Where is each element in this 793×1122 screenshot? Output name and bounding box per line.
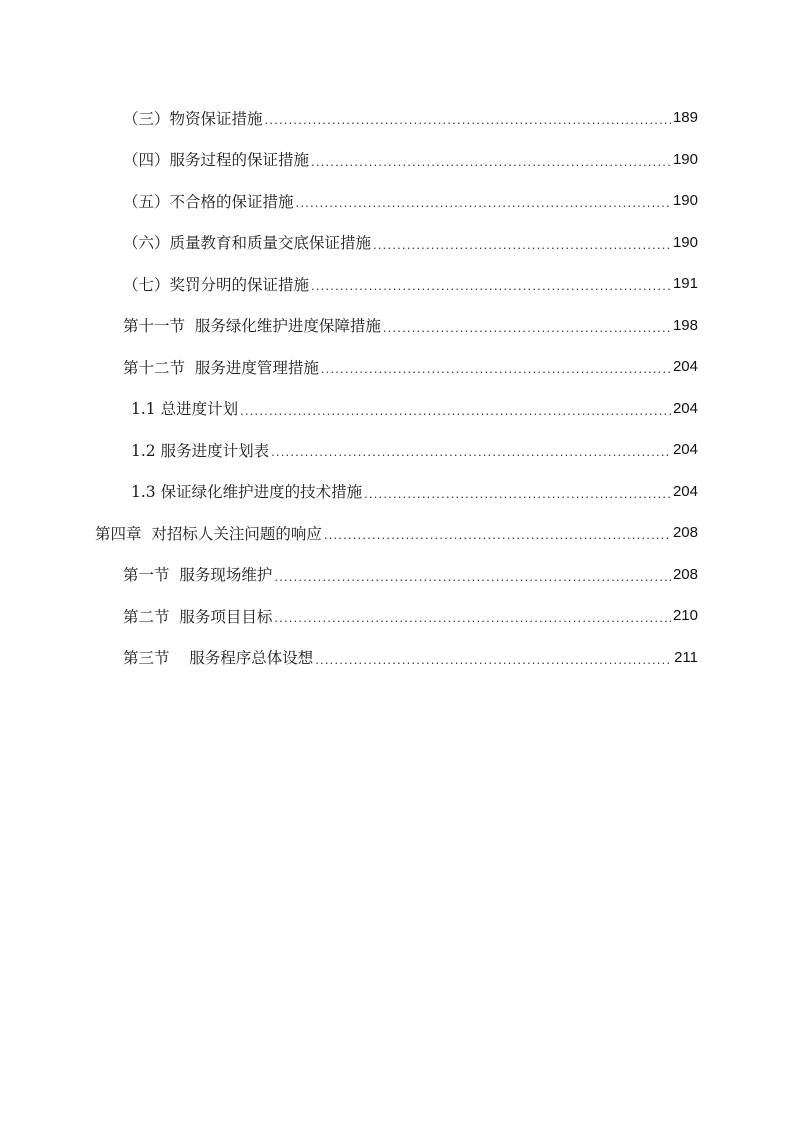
table-of-contents — [0, 97, 793, 678]
dot-leader — [296, 195, 671, 210]
toc-entry[interactable] — [0, 429, 793, 471]
toc-entry-label: 第一节 服务现场维护 — [123, 566, 273, 585]
toc-entry[interactable] — [0, 554, 793, 596]
dot-leader — [311, 278, 671, 293]
toc-entry-label: 1.2 服务进度计划表 — [131, 441, 270, 460]
toc-entry[interactable] — [0, 471, 793, 513]
toc-entry[interactable] — [0, 180, 793, 222]
toc-entry-label: 第三节 服务程序总体设想 — [123, 649, 314, 668]
toc-entry[interactable] — [0, 305, 793, 347]
toc-entry-label: 第十二节 服务进度管理措施 — [123, 358, 319, 377]
toc-entry[interactable] — [0, 97, 793, 139]
toc-entry-label: 1.1 总进度计划 — [131, 400, 239, 419]
dot-leader — [274, 569, 671, 584]
dot-leader — [265, 112, 671, 127]
toc-entry-page: 204 — [672, 482, 698, 500]
toc-entry-label: 第四章 对招标人关注问题的响应 — [95, 524, 322, 543]
toc-entry[interactable] — [0, 388, 793, 430]
toc-entry-label: （六）质量教育和质量交底保证措施 — [123, 234, 372, 253]
dot-leader — [364, 486, 671, 501]
toc-entry[interactable] — [0, 139, 793, 181]
dot-leader — [240, 403, 671, 418]
toc-entry-page: 189 — [672, 109, 698, 127]
toc-entry[interactable] — [0, 595, 793, 637]
toc-entry-page: 204 — [672, 399, 698, 417]
toc-entry-label: 第二节 服务项目目标 — [123, 607, 273, 626]
toc-entry-label: 1.3 保证绿化维护进度的技术措施 — [131, 483, 363, 502]
dot-leader — [321, 361, 671, 376]
toc-entry-page: 204 — [672, 441, 698, 459]
toc-entry-page: 208 — [672, 524, 698, 542]
dot-leader — [315, 652, 672, 667]
toc-entry[interactable] — [0, 346, 793, 388]
dot-leader — [274, 610, 671, 625]
dot-leader — [311, 154, 671, 169]
toc-entry-label: （五）不合格的保证措施 — [123, 192, 294, 211]
toc-entry-page: 208 — [672, 565, 698, 583]
toc-entry-page: 198 — [672, 316, 698, 334]
toc-entry[interactable] — [0, 222, 793, 264]
toc-entry-page: 190 — [672, 192, 698, 210]
toc-entry-label: （四）服务过程的保证措施 — [123, 151, 310, 170]
toc-entry[interactable] — [0, 637, 793, 679]
toc-entry-page: 211 — [674, 648, 698, 666]
dot-leader — [373, 237, 671, 252]
toc-entry[interactable] — [0, 263, 793, 305]
toc-entry-page: 190 — [672, 150, 698, 168]
dot-leader — [383, 320, 671, 335]
toc-entry-label: （三）物资保证措施 — [123, 109, 263, 128]
toc-entry-label: （七）奖罚分明的保证措施 — [123, 275, 310, 294]
dot-leader — [324, 527, 671, 542]
toc-entry[interactable] — [0, 512, 793, 554]
toc-entry-page: 190 — [672, 233, 698, 251]
toc-entry-page: 191 — [672, 275, 698, 293]
toc-entry-page: 210 — [672, 607, 698, 625]
toc-entry-label: 第十一节 服务绿化维护进度保障措施 — [123, 317, 381, 336]
dot-leader — [271, 444, 671, 459]
toc-entry-page: 204 — [672, 358, 698, 376]
